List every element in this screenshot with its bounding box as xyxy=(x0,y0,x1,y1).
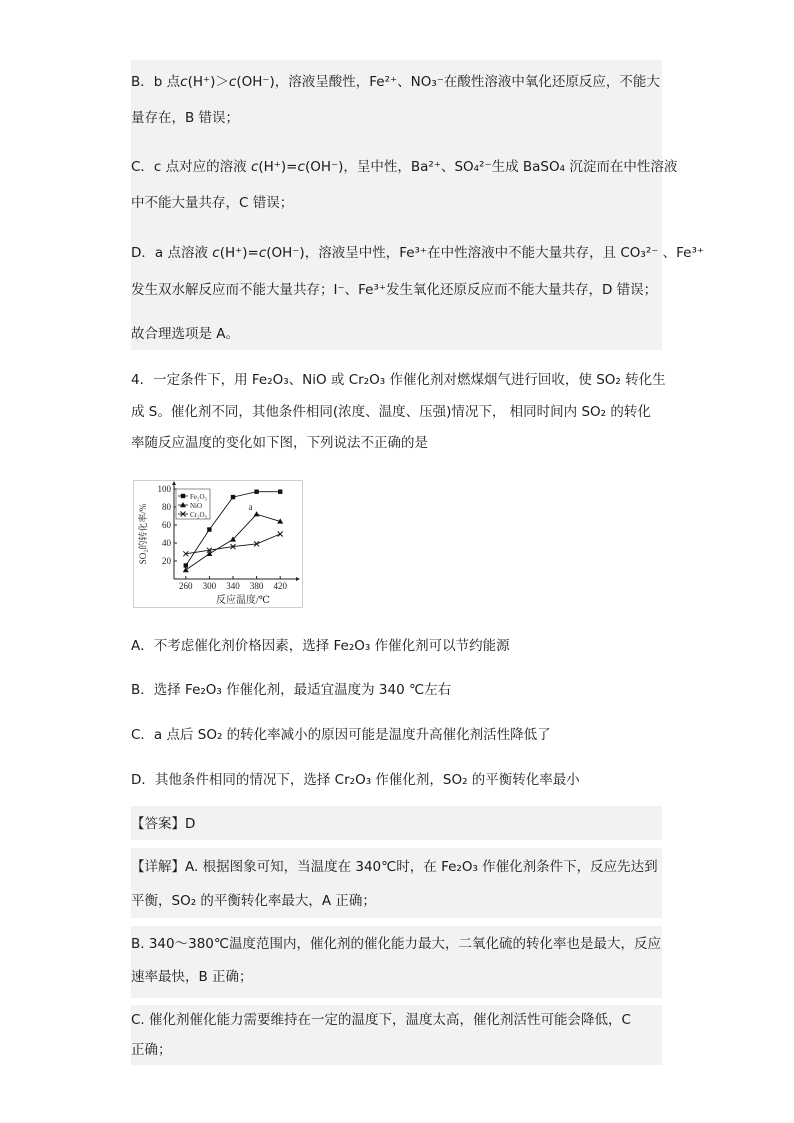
text: D．a 点溶液 xyxy=(131,245,213,261)
detail-c-line1: C. 催化剂催化能力需要维持在一定的温度下，温度太高，催化剂活性可能会降低，C xyxy=(131,1012,631,1028)
series-line xyxy=(186,514,280,570)
detail-a-line1: 【详解】A. 根据图象可知，当温度在 340℃时，在 Fe₂O₃ 作催化剂条件下，反应先达到 xyxy=(131,859,658,875)
option-c-line2: 中不能大量共存，C 错误； xyxy=(131,195,294,211)
text: (OH⁻)，溶液呈酸性，Fe²⁺、NO₃⁻在酸性溶液中氧化还原反应，不能大 xyxy=(236,74,660,90)
text: c xyxy=(180,74,188,90)
data-point xyxy=(183,567,189,572)
text: (H⁺)= xyxy=(258,159,298,175)
data-point xyxy=(278,490,282,494)
detail-b-line2: 速率最快，B 正确； xyxy=(131,969,253,985)
text: c xyxy=(258,245,267,261)
x-axis-arrow xyxy=(296,577,300,581)
conversion-chart-svg xyxy=(134,481,302,607)
x-axis-label: 反应温度/℃ xyxy=(216,595,270,606)
question-4-line1: 4．一定条件下，用 Fe₂O₃、NiO 或 Cr₂O₃ 作催化剂对燃煤烟气进行回收，使 SO₂ 转化生 xyxy=(131,372,666,388)
text: (OH⁻)，呈中性，Ba²⁺、SO₄²⁻生成 BaSO₄ 沉淀而在中性溶液 xyxy=(304,159,678,175)
text: (OH⁻)，溶液呈中性，Fe³⁺在中性溶液中不能大量共存，且 CO₃²⁻ 、Fe³⁺ xyxy=(266,245,705,261)
legend-label: NiO xyxy=(190,502,203,510)
y-axis-arrow xyxy=(172,481,176,485)
detail-b-line1: B. 340～380℃温度范围内，催化剂的催化能力最大，二氧化硫的转化率也是最大，反应 xyxy=(131,936,662,952)
y-axis-label: SO₂的转化率/% xyxy=(138,503,148,565)
data-point xyxy=(231,495,235,499)
option-d-line2: 发生双水解反应而不能大量共存；I⁻、Fe³⁺发生氧化还原反应而不能大量共存，D 错误； xyxy=(131,282,658,298)
question-4-line2: 成 S。催化剂不同，其他条件相同(浓度、温度、压强)情况下， 相同时间内 SO₂ 的转化 xyxy=(131,404,651,420)
option-d-line1 xyxy=(131,243,704,263)
option-d-line3: 故合理选项是 A。 xyxy=(131,326,240,342)
detail-c-line2: 正确； xyxy=(131,1042,172,1058)
answer-block xyxy=(131,806,662,840)
x-tick-label: 420 xyxy=(273,581,287,591)
conversion-chart xyxy=(133,480,303,608)
option-a: A．不考虑催化剂价格因素，选择 Fe₂O₃ 作催化剂可以节约能源 xyxy=(131,638,510,654)
x-tick-label: 260 xyxy=(179,581,193,591)
legend-label: Fe₂O₃ xyxy=(190,493,207,501)
text: c xyxy=(250,159,259,175)
option-b: B．选择 Fe₂O₃ 作催化剂，最适宜温度为 340 ℃左右 xyxy=(131,682,452,698)
data-point xyxy=(207,527,211,531)
text: B．b 点 xyxy=(131,74,181,90)
data-point xyxy=(254,511,260,516)
x-tick-label: 380 xyxy=(249,581,264,591)
legend-label: Cr₂O₃ xyxy=(190,511,207,519)
detail-a-line2: 平衡，SO₂ 的平衡转化率最大，A 正确； xyxy=(131,893,376,909)
text: c xyxy=(212,245,220,261)
text: c xyxy=(228,74,237,90)
x-tick-label: 340 xyxy=(226,581,240,591)
data-point xyxy=(254,490,258,494)
question-4-line3: 率随反应温度的变化如下图，下列说法不正确的是 xyxy=(131,435,428,451)
y-tick-label: 100 xyxy=(157,484,171,494)
option-c: C．a 点后 SO₂ 的转化率减小的原因可能是温度升高催化剂活性降低了 xyxy=(131,727,551,743)
y-tick-label: 60 xyxy=(162,520,171,530)
text: (H⁺)＞ xyxy=(187,74,229,90)
data-point xyxy=(181,494,185,498)
option-b-line2: 量存在，B 错误； xyxy=(131,110,240,126)
annotation-a: a xyxy=(248,502,253,513)
option-b-line1 xyxy=(131,72,660,92)
data-point xyxy=(206,551,212,556)
y-tick-label: 20 xyxy=(162,556,171,566)
option-d: D．其他条件相同的情况下，选择 Cr₂O₃ 作催化剂，SO₂ 的平衡转化率最小 xyxy=(131,772,580,788)
text: (H⁺)= xyxy=(219,245,259,261)
y-tick-label: 40 xyxy=(162,538,171,548)
x-tick-label: 300 xyxy=(202,581,217,591)
text: c xyxy=(297,159,305,175)
option-c-line1 xyxy=(131,157,677,177)
y-tick-label: 80 xyxy=(162,502,171,512)
answer-line: 【答案】D xyxy=(131,816,196,832)
text: C．c 点对应的溶液 xyxy=(131,159,251,175)
